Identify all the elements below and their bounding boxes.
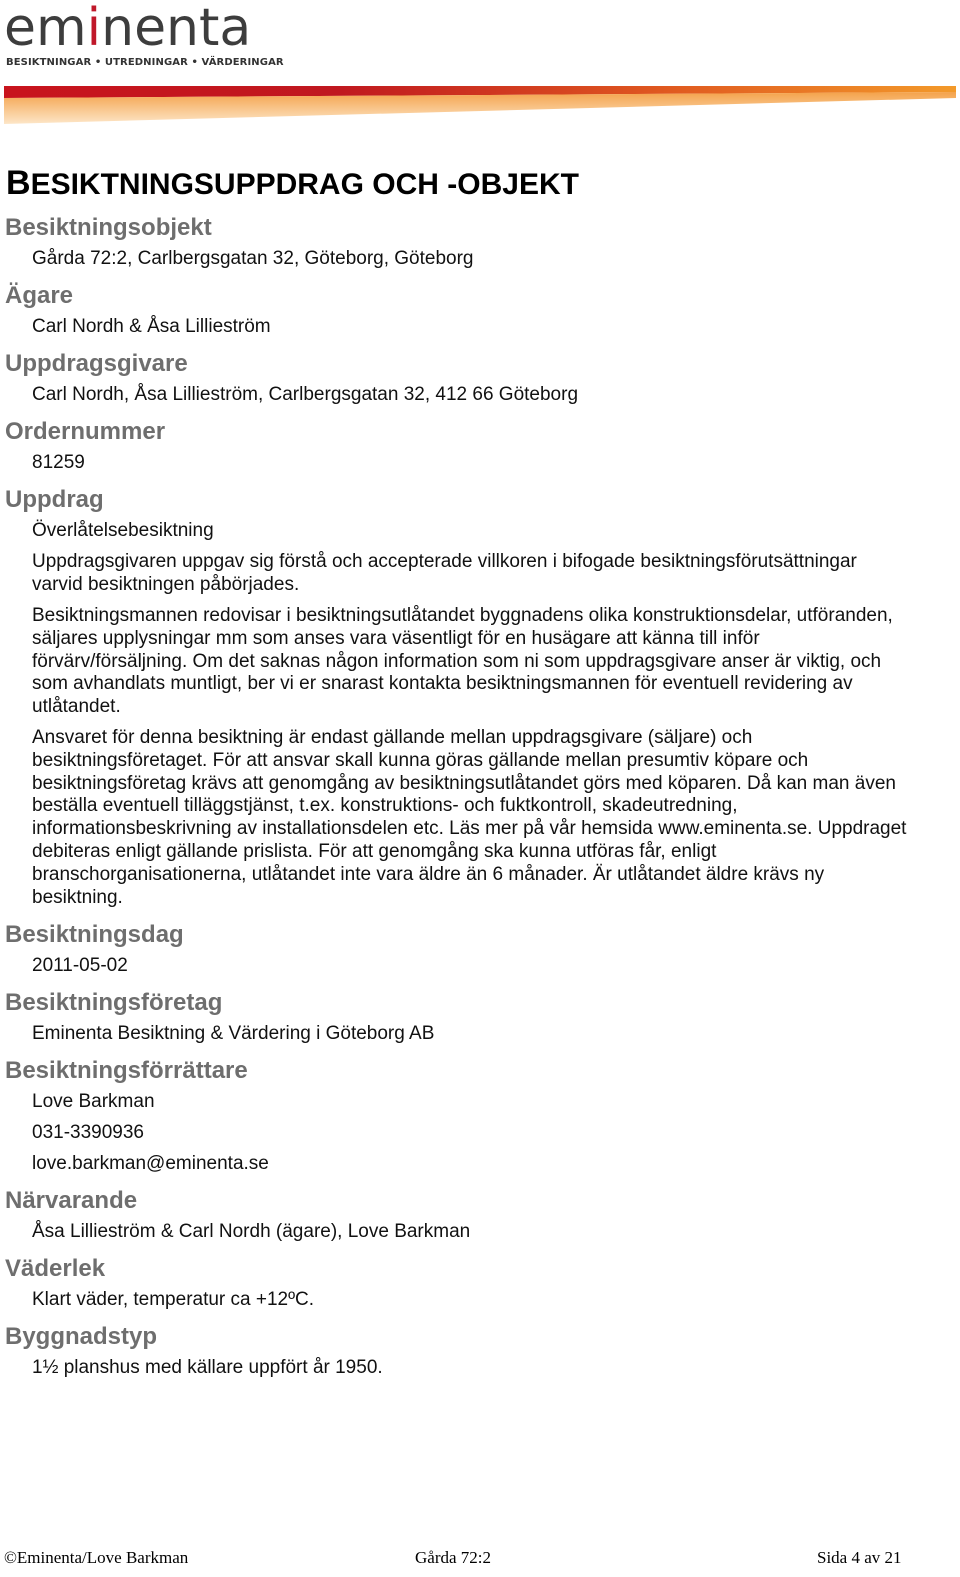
section-heading-ordernummer: Ordernummer (5, 418, 166, 445)
footer-property: Gårda 72:2 (415, 1548, 492, 1567)
uppdrag-type: Överlåtelsebesiktning (32, 520, 214, 541)
section-heading-byggnadstyp: Byggnadstyp (5, 1323, 158, 1350)
logo-text-part: em (4, 0, 87, 58)
footer-page-number: Sida 4 av 21 (817, 1548, 902, 1567)
besiktningsforetag-value: Eminenta Besiktning & Värdering i Göteborg AB (32, 1023, 435, 1044)
section-heading-uppdrag: Uppdrag (5, 486, 104, 513)
besiktningsobjekt-value: Gårda 72:2, Carlbergsgatan 32, Göteborg, Göteborg (32, 248, 474, 269)
page-footer (0, 1548, 960, 1570)
logo-text-accent: i (86, 0, 102, 58)
besiktningsdag-value: 2011-05-02 (32, 955, 128, 976)
footer-copyright: ©Eminenta/Love Barkman (4, 1548, 189, 1567)
forrattare-email: love.barkman@eminenta.se (32, 1153, 269, 1174)
logo-tagline: BESIKTNINGAR • UTREDNINGAR • VÄRDERINGAR (6, 57, 284, 68)
section-heading-vaderlek: Väderlek (5, 1255, 106, 1282)
brand-color-band (4, 84, 956, 126)
page-title: BESIKTNINGSUPPDRAG OCH -OBJEKT (6, 164, 579, 202)
uppdrag-paragraph-2: Besiktningsmannen redovisar i besiktningsutlåtandet byggnadens olika konstruktionsdelar, utföranden, säljares upplysningar mm som anses vara väsentligt för en husägare att känna till inför förvärv/försäljning. Om det saknas någon information som ni som uppdragsgivare anser är viktig, och som avhandlats muntligt, ber vi er snarast kontakta besiktningsmannen för eventuell revidering av utlåtandet. (32, 605, 893, 718)
section-heading-narvarande: Närvarande (5, 1187, 138, 1214)
section-heading-besiktningsobjekt: Besiktningsobjekt (5, 214, 212, 241)
narvarande-value: Åsa Lillieström & Carl Nordh (ägare), Love Barkman (32, 1221, 471, 1242)
forrattare-name: Love Barkman (32, 1091, 155, 1112)
document-header (0, 0, 960, 130)
section-heading-uppdragsgivare: Uppdragsgivare (5, 350, 188, 377)
vaderlek-value: Klart väder, temperatur ca +12ºC. (32, 1289, 315, 1310)
forrattare-phone: 031-3390936 (32, 1122, 144, 1143)
uppdrag-paragraph-3: Ansvaret för denna besiktning är endast gällande mellan uppdragsgivare (säljare) och besiktningsföretaget. För att ansvar skall kunna göras gällande mellan presumtiv köpare och besiktningsföretag krävs att genomgång av besiktningsutlåtandet görs med köparen. Då kan man även beställa eventuell tilläggstjänst, t.ex. konstruktions- och fuktkontroll, skadeutredning, informationsbeskrivning av installationsdelen etc. Läs mer på vår hemsida www.eminenta.se. Uppdraget debiteras enligt gällande prislista. För att genomgång ska kunna utföras får, enligt branschorganisationerna, utlåtandet inte vara äldre än 6 månader. Är utlåtandet äldre krävs ny besiktning. (32, 727, 907, 908)
uppdragsgivare-value: Carl Nordh, Åsa Lillieström, Carlbergsgatan 32, 412 66 Göteborg (32, 384, 579, 405)
section-heading-besiktningsforrattare: Besiktningsförrättare (5, 1057, 248, 1084)
ordernummer-value: 81259 (32, 452, 85, 473)
agare-value: Carl Nordh & Åsa Lillieström (32, 316, 271, 337)
section-heading-besiktningsforetag: Besiktningsföretag (5, 989, 223, 1016)
section-heading-agare: Ägare (5, 282, 74, 309)
byggnadstyp-value: 1½ planshus med källare uppfört år 1950. (32, 1357, 383, 1378)
section-heading-besiktningsdag: Besiktningsdag (5, 921, 184, 948)
uppdrag-paragraph-1: Uppdragsgivaren uppgav sig förstå och accepterade villkoren i bifogade besiktningsförutsättningar varvid besiktningen påbörjades. (32, 551, 857, 595)
logo-text-part: nenta (101, 0, 252, 58)
eminenta-logo (4, 0, 251, 56)
